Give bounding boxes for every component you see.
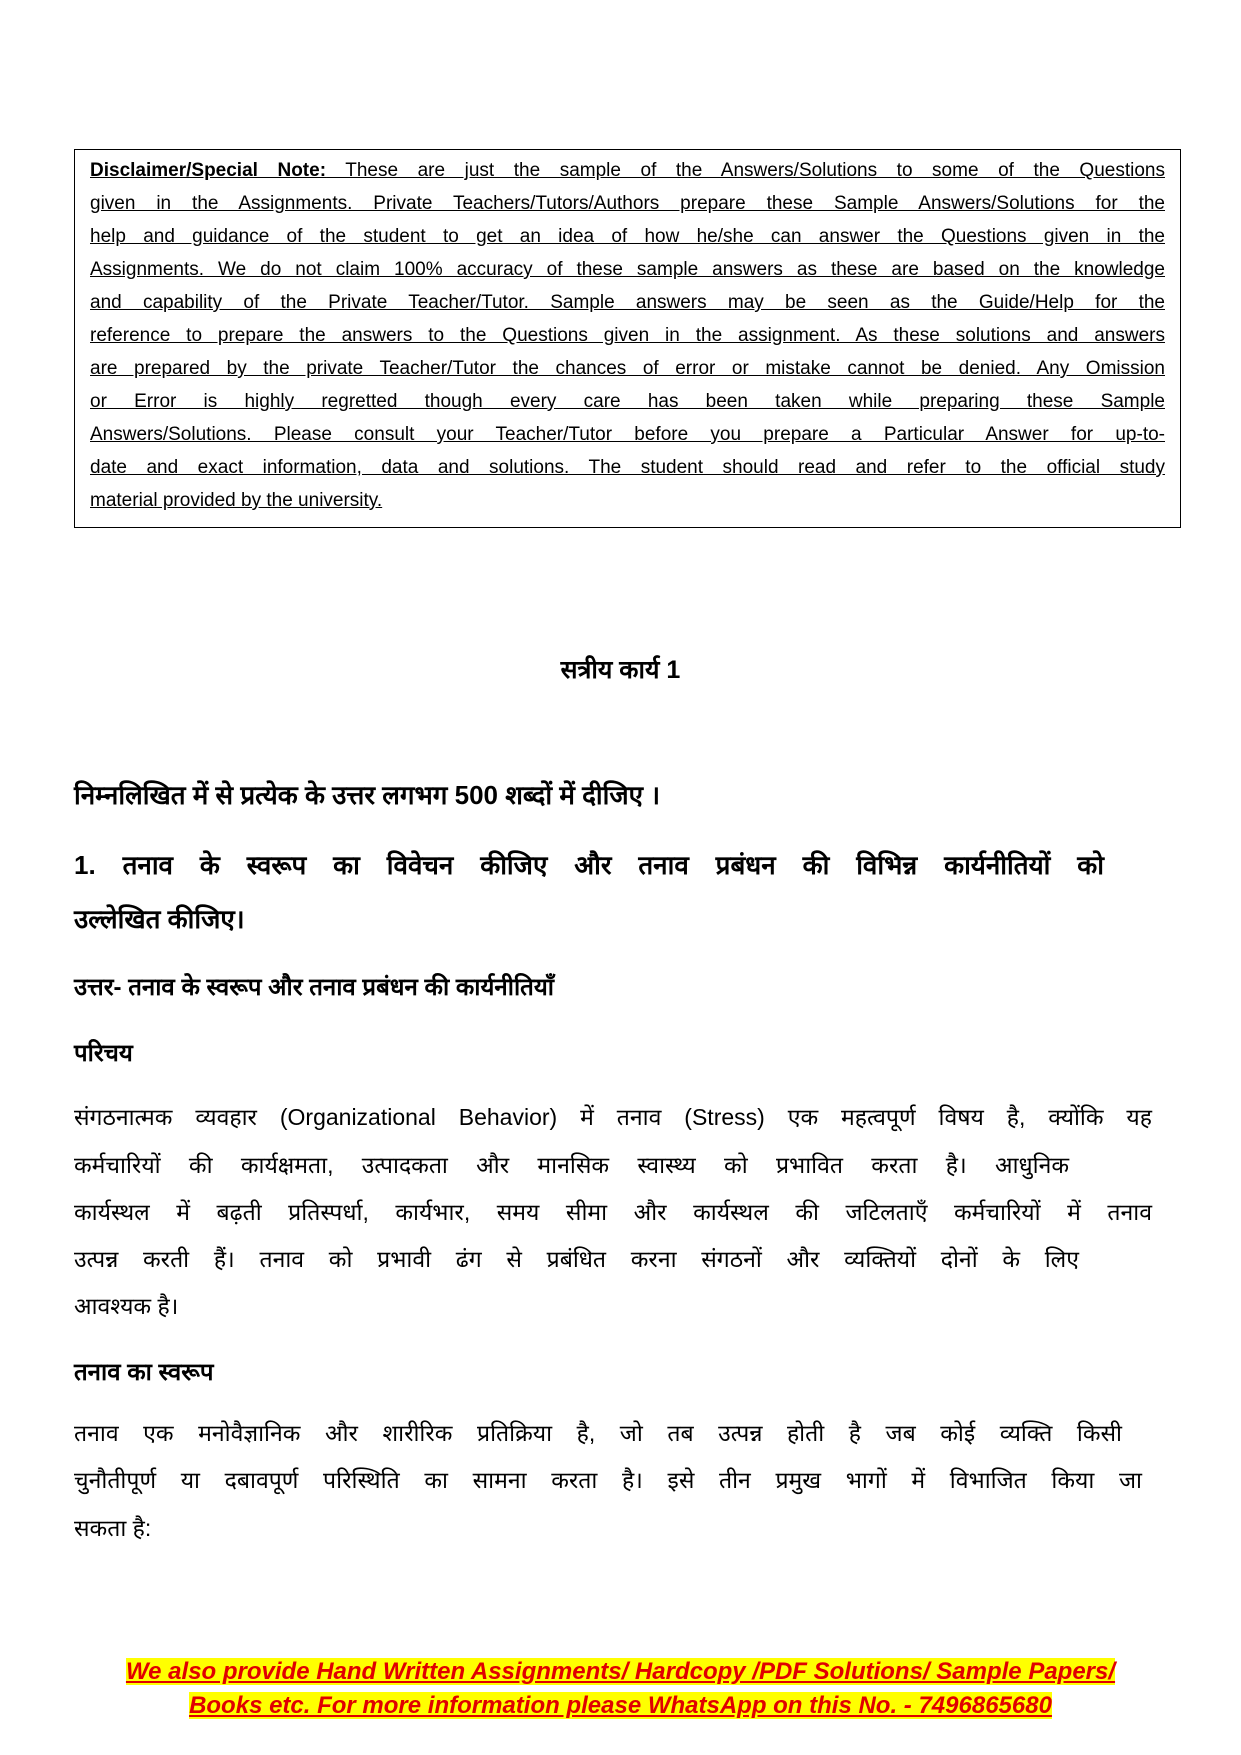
disclaimer-line: given in the Assignments. Private Teachers/Tutors/Authors prepare these Sample Answers/Solutions for the — [90, 193, 1165, 214]
paragraph-line: आवश्यक है। — [74, 1293, 179, 1319]
question-line: 1. तनाव के स्वरूप का विवेचन कीजिए और तनाव प्रबंधन की विभिन्न कार्यनीतियों को — [74, 850, 1104, 880]
disclaimer-line: material provided by the university. — [90, 490, 383, 511]
paragraph-line: कर्मचारियों की कार्यक्षमता, उत्पादकता और मानसिक स्वास्थ्य को प्रभावित करता है। आधुनिक — [74, 1152, 1069, 1178]
paragraph-line: संगठनात्मक व्यवहार (Organizational Behavior) में तनाव (Stress) एक महत्वपूर्ण विषय है, क्योंकि यह — [74, 1104, 1152, 1130]
paragraph-line: सकता है: — [74, 1515, 152, 1541]
disclaimer-line: Answers/Solutions. Please consult your Teacher/Tutor before you prepare a Particular Answer for up-to- — [90, 424, 1165, 445]
question-line: उल्लेखित कीजिए। — [74, 904, 245, 934]
section-heading-nature: तनाव का स्वरूप — [74, 1359, 214, 1386]
answer-heading: उत्तर- तनाव के स्वरूप और तनाव प्रबंधन की कार्यनीतियाँ — [74, 974, 554, 1001]
paragraph-line: चुनौतीपूर्ण या दबावपूर्ण परिस्थिति का सामना करता है। इसे तीन प्रमुख भागों में विभाजित किया जा — [74, 1467, 1142, 1493]
instruction-heading: निम्नलिखित में से प्रत्येक के उत्तर लगभग 500 शब्दों में दीजिए । — [74, 780, 661, 810]
page-title: सत्रीय कार्य 1 — [560, 656, 681, 684]
disclaimer-line: or Error is highly regretted though every care has been taken while preparing these Sample — [90, 391, 1165, 412]
disclaimer-line: date and exact information, data and solutions. The student should read and refer to the official study — [90, 457, 1165, 478]
disclaimer-box — [74, 149, 1181, 528]
disclaimer-line: Assignments. We do not claim 100% accuracy of these sample answers as these are based on the knowledge — [90, 259, 1165, 280]
disclaimer-line: Disclaimer/Special Note: These are just the sample of the Answers/Solutions to some of the Questions — [90, 160, 1165, 181]
section-heading-intro: परिचय — [74, 1040, 133, 1067]
paragraph-line: उत्पन्न करती हैं। तनाव को प्रभावी ढंग से प्रबंधित करना संगठनों और व्यक्तियों दोनों के लिए — [74, 1246, 1079, 1272]
footer-promo-line: Books etc. For more information please WhatsApp on this No. - 7496865680 — [189, 1692, 1052, 1719]
disclaimer-line: help and guidance of the student to get an idea of how he/she can answer the Questions given in the — [90, 226, 1165, 247]
disclaimer-line: reference to prepare the answers to the Questions given in the assignment. As these solutions and answers — [90, 325, 1165, 346]
disclaimer-line: and capability of the Private Teacher/Tutor. Sample answers may be seen as the Guide/Help for the — [90, 292, 1165, 313]
paragraph-line: कार्यस्थल में बढ़ती प्रतिस्पर्धा, कार्यभार, समय सीमा और कार्यस्थल की जटिलताएँ कर्मचारियों में तनाव — [74, 1199, 1152, 1225]
paragraph-line: तनाव एक मनोवैज्ञानिक और शारीरिक प्रतिक्रिया है, जो तब उत्पन्न होती है जब कोई व्यक्ति किसी — [74, 1420, 1122, 1446]
footer-promo-line: We also provide Hand Written Assignments/ Hardcopy /PDF Solutions/ Sample Papers/ — [125, 1658, 1116, 1685]
disclaimer-label: Disclaimer/Special Note: — [90, 160, 327, 181]
disclaimer-line: are prepared by the private Teacher/Tutor the chances of error or mistake cannot be denied. Any Omission — [90, 358, 1165, 379]
